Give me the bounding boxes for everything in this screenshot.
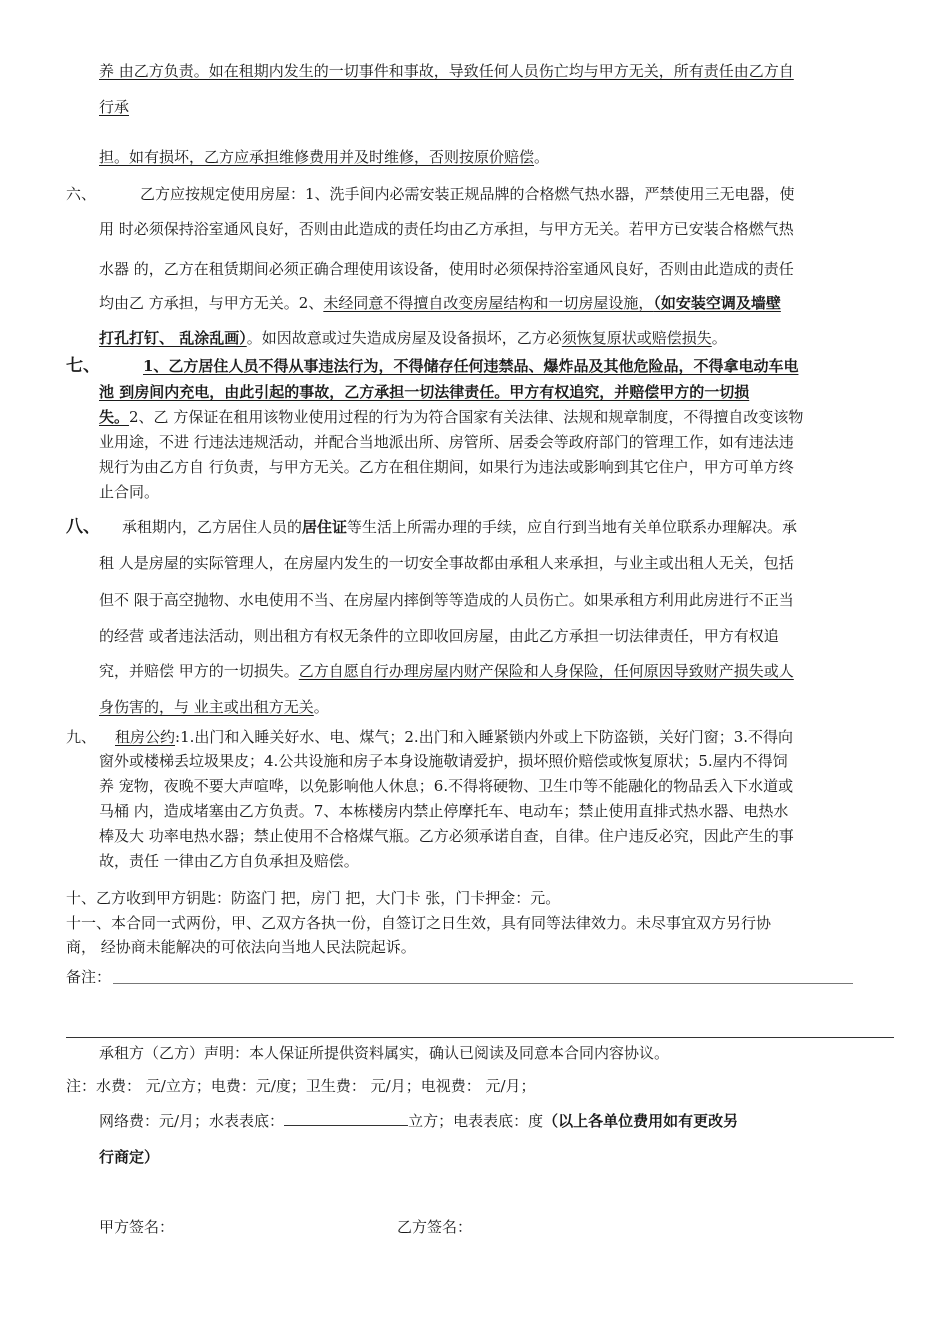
sec8-line-3: 但不 限于高空抛物、水电使用不当、在房屋内摔倒等等造成的人员伤亡。如果承租方利用此房进行不正当 — [99, 591, 794, 609]
sec7-line-3-bold: 失。 — [99, 408, 130, 426]
sec8-line-6-underlined: 身伤害的，与 业主或出租方无关 — [99, 698, 314, 716]
sec6-line-3: 水器 的，乙方在租赁期间必须正确合理使用该设备，使用时必须保持浴室通风良好，否则由此造成的责任 — [99, 260, 794, 278]
sec8-line-6 — [99, 697, 329, 717]
sec8-line-4: 的经营 或者违法活动，则出租方有权无条件的立即收回房屋，由此乙方承担一切法律责任，甲方有权追 — [99, 627, 779, 645]
fees-line-2-b: 立方；电表表底：度 — [408, 1112, 544, 1130]
sec5-line-2: 行承 — [99, 98, 130, 116]
sec6-line-4-bold: （如安装空调及墙壁 — [653, 294, 781, 312]
fees-line-2-a: 网络费：元/月；水表表底： — [99, 1112, 285, 1130]
sec9-line-4: 马桶 内，造成堵塞由乙方负责。7、本栋楼房内禁止停摩托车、电动车；禁止使用直排式热水器、电热水 — [99, 802, 789, 820]
party-b-signature-label: 乙方签名： — [397, 1218, 473, 1236]
sec11-line-1: 十一、本合同一式两份，甲、乙双方各执一份，自签订之日生效，具有同等法律效力。未尽事宜双方另行协 — [66, 914, 772, 932]
sec6-line-4-underlined: 未经同意不得擅自改变房屋结构和一切房屋设施， — [323, 294, 654, 312]
sec9-line-1-b: :1.出门和入睡关好水、电、煤气；2.出门和入睡紧锁内外或上下防盗锁，关好门窗；3.不得向 — [175, 728, 794, 746]
sec9-line-5: 棒及大 功率电热水器；禁止使用不合格煤气瓶。乙方必须承诺自查，自律。住户违反必究，因此产生的事 — [99, 827, 794, 845]
fees-line-3: 行商定） — [99, 1148, 160, 1166]
sec5-line-3 — [99, 147, 549, 167]
sec7-line-3-b: 2、乙 方保证在租用该物业使用过程的行为为符合国家有关法律、法规和规章制度，不得擅自改变该物 — [129, 408, 804, 426]
sec5-line-1: 养 由乙方负责。如在租期内发生的一切事件和事故，导致任何人员伤亡均与甲方无关，所有责任由乙方自 — [99, 62, 794, 80]
sec6-line-5-b: 。如因故意或过失造成房屋及设备损坏，乙方必 — [246, 329, 562, 347]
remark-label: 备注： — [66, 968, 112, 986]
tenant-declaration: 承租方（乙方）声明：本人保证所提供资料属实，确认已阅读及同意本合同内容协议。 — [99, 1044, 670, 1062]
divider-line — [66, 1037, 894, 1038]
sec6-line-2: 用 时必须保持浴室通风良好，否则由此造成的责任均由乙方承担，与甲方无关。若甲方已安装合格燃气热 — [99, 220, 794, 238]
fees-line-1: 注：水费： 元/立方；电费：元/度；卫生费： 元/月；电视费： 元/月； — [66, 1077, 536, 1095]
sec9-line-2: 窗外或楼梯丢垃圾果皮；4.公共设施和房子本身设施敬请爱护，损坏照价赔偿或恢复原状；5.屋内不得饲 — [99, 752, 788, 770]
sec6-line-5-end: 。 — [711, 329, 727, 347]
fees-line-2 — [99, 1111, 738, 1131]
sec6-line-5-underlined: 须恢复原状或赔偿损失 — [561, 329, 712, 347]
sec7-line-4: 业用途，不进 行违法违规活动，并配合当地派出所、房管所、居委会等政府部门的管理工作，如有违法违 — [99, 433, 794, 451]
sec8-line-5 — [99, 661, 794, 681]
sec6-line-1: 乙方应按规定使用房屋：1、洗手间内必需安装正规品牌的合格燃气热水器，严禁使用三无电器，使 — [140, 185, 795, 203]
sec8-line-5-a: 究，并赔偿 甲方的一切损失。 — [99, 662, 299, 680]
sec5-line-3-underlined: 担。如有损坏，乙方应承担维修费用并及时维修，否则按原价赔偿 — [99, 148, 535, 166]
fees-note-bold: （以上各单位费用如有更改另 — [543, 1112, 739, 1130]
sec7-line-3 — [99, 407, 803, 427]
sec6-line-4-a: 均由乙 方承担，与甲方无关。2、 — [99, 294, 324, 312]
sec8-line-5-underlined: 乙方自愿自行办理房屋内财产保险和人身保险，任何原因导致财产损失或人 — [298, 662, 794, 680]
water-meter-blank — [284, 1111, 408, 1126]
sec10-line-1: 十、乙方收到甲方钥匙：防盗门 把，房门 把，大门卡 张，门卡押金：元。 — [66, 889, 561, 907]
sec9-number: 九、 — [66, 728, 97, 746]
sec9-line-3: 养 宠物，夜晚不要大声喧哗，以免影响他人休息；6.不得将硬物、卫生巾等不能融化的物品丢入下水道或 — [99, 777, 794, 795]
sec8-line-6-end: 。 — [313, 698, 329, 716]
sec8-residence-permit: 居住证 — [302, 518, 348, 536]
sec8-line-2: 租 人是房屋的实际管理人，在房屋内发生的一切安全事故都由承租人来承担，与业主或出租人无关，包括 — [99, 554, 794, 572]
sec8-line-1-a: 承租期内，乙方居住人员的 — [122, 518, 303, 536]
sec7-number: 七、 — [66, 356, 100, 376]
sec11-line-2: 商， 经协商未能解决的可依法向当地人民法院起诉。 — [66, 938, 416, 956]
sec8-line-1-c: 等生活上所需办理的手续，应自行到当地有关单位联系办理解决。承 — [347, 518, 798, 536]
sec8-line-1 — [122, 517, 797, 537]
party-a-signature-label: 甲方签名： — [99, 1218, 175, 1236]
sec8-number: 八、 — [66, 517, 100, 537]
sec9-line-1 — [115, 727, 793, 747]
sec9-rental-rules: 租房公约 — [115, 728, 176, 746]
sec7-line-6: 止合同。 — [99, 483, 160, 501]
sec6-number: 六、 — [66, 185, 97, 203]
sec7-line-2: 池 到房间内充电，由此引起的事故，乙方承担一切法律责任。甲方有权追究，并赔偿甲方的一切损 — [99, 383, 750, 401]
sec6-line-4 — [99, 293, 781, 313]
sec6-line-5 — [99, 328, 727, 348]
sec7-line-5: 规行为由乙方自 行负责，与甲方无关。乙方在租住期间，如果行为违法或影响到其它住户，甲方可单方终 — [99, 458, 794, 476]
sec7-line-1: 1、乙方居住人员不得从事违法行为，不得储存任何违禁品、爆炸品及其他危险品，不得拿电动车电 — [143, 357, 799, 375]
sec6-line-5-bold: 打孔打钉、 乱涂乱画） — [99, 329, 247, 347]
sec9-line-6: 故，责任 一律由乙方自负承担及赔偿。 — [99, 852, 359, 870]
remark-fill-line — [113, 983, 853, 984]
sec5-line-3-end: 。 — [534, 148, 550, 166]
